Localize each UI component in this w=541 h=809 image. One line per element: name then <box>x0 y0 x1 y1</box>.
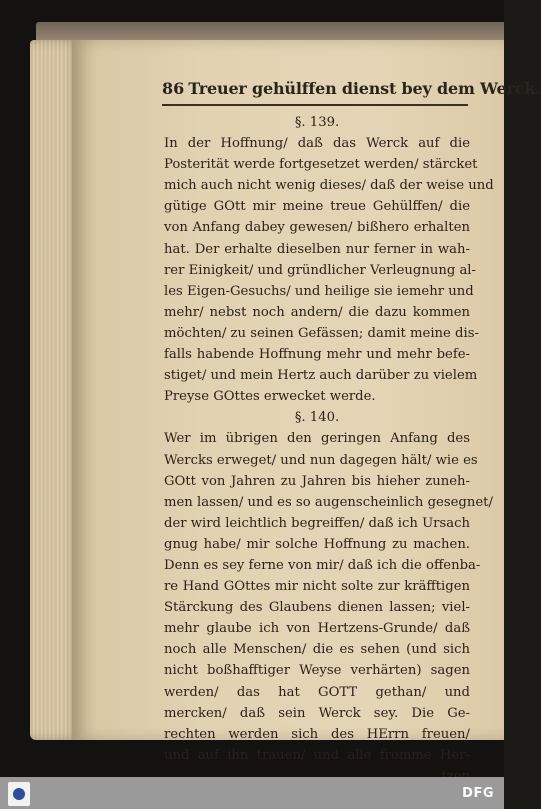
text-line: nicht boßhafftiger Weyse verhärten) sagen <box>164 663 470 679</box>
text-line: GOtt von Jahren zu Jahren bis hieher zuneh- <box>164 473 470 489</box>
text-line: les Eigen-Gesuchs/ und heilige sie iemehr und <box>164 283 474 299</box>
text-line: gnug habe/ mir solche Hoffnung zu machen. <box>164 536 470 552</box>
section-heading: §. 140. <box>294 410 340 426</box>
section-heading: §. 139. <box>294 115 340 130</box>
text-line: In der Hoffnung/ daß das Werck auf die <box>164 136 470 152</box>
text-line: falls habende Hoffnung mehr und mehr befe- <box>164 347 470 363</box>
running-title: Treuer gehülffen dienst bey dem Werck. <box>188 79 541 98</box>
text-line: der wird leichtlich begreiffen/ daß ich Ursach <box>164 515 470 531</box>
text-line: mehr glaube ich von Hertzens-Grunde/ daß <box>164 621 470 637</box>
text-line: hat. Der erhalte dieselben nur ferner in wah- <box>164 241 470 257</box>
text-line: Denn es sey ferne von mir/ daß ich die offenba- <box>164 557 481 573</box>
text-line: und auf ihn trauen/ und alle fromme Her- <box>164 747 470 763</box>
text-line: Preyse GOttes erwecket werde. <box>164 389 376 405</box>
text-line: Posterität werde fortgesetzet werden/ stärcket <box>164 157 478 173</box>
text-line: Wercks erweget/ und nun dagegen hält/ wie es <box>164 452 478 468</box>
text-line: noch alle Menschen/ die es sehen (und sich <box>164 642 470 658</box>
header-rule <box>162 104 468 106</box>
text-line: mercken/ daß sein Werck sey. Die Ge- <box>164 705 470 721</box>
text-line: möchten/ zu seinen Gefässen; damit meine dis- <box>164 325 479 341</box>
body-text <box>164 112 494 787</box>
text-line: gütige GOtt mir meine treue Gehülffen/ die <box>164 199 470 215</box>
text-line: Wer im übrigen den geringen Anfang des <box>164 431 470 447</box>
text-line: stiget/ und mein Hertz auch darüber zu vielem <box>164 368 478 384</box>
text-line: mehr/ nebst noch andern/ die dazu kommen <box>164 304 470 320</box>
university-seal-icon[interactable] <box>8 782 30 806</box>
text-line: men lassen/ und es so augenscheinlich gesegnet/ <box>164 494 493 510</box>
text-line: mich auch nicht wenig dieses/ daß der weise und <box>164 178 494 194</box>
text-line: werden/ das hat GOTT gethan/ und <box>164 684 470 700</box>
text-line: re Hand GOttes mir nicht solte zur kräfftigen <box>164 579 470 595</box>
running-header <box>162 79 541 103</box>
dfg-logo[interactable]: DFG <box>462 786 494 801</box>
viewer-footer-bar <box>0 777 504 809</box>
text-line: von Anfang dabey gewesen/ bißhero erhalten <box>164 220 470 236</box>
page-number: 86 <box>162 79 185 98</box>
text-line: Stärckung des Glaubens dienen lassen; viel- <box>164 600 470 616</box>
text-line: rer Einigkeit/ und gründlicher Verleugnung al- <box>164 262 476 278</box>
text-line: rechten werden sich des HErrn freuen/ <box>164 726 470 742</box>
